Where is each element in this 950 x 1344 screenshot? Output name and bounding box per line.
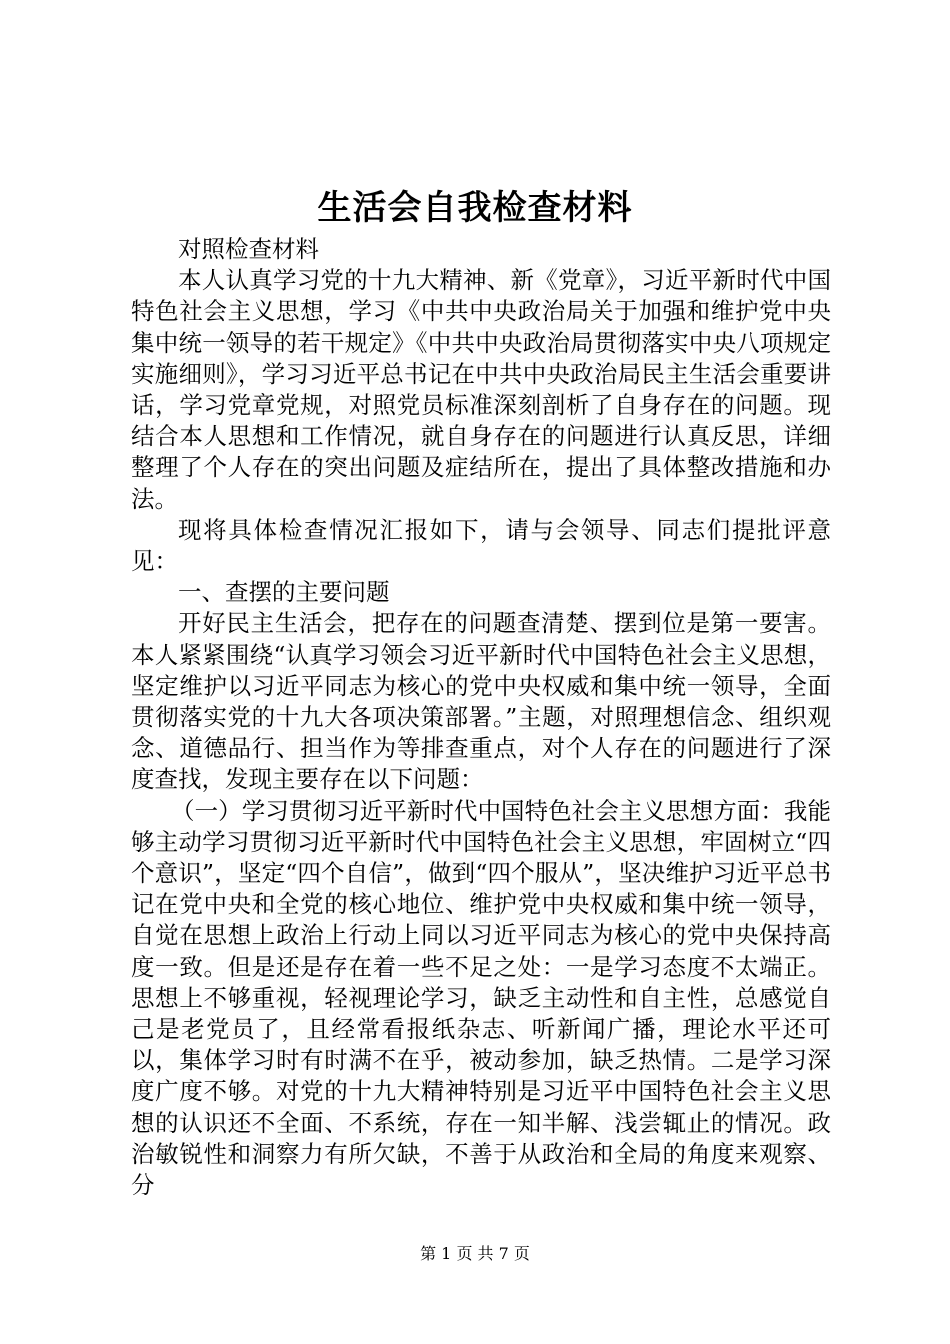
paragraph-study: （一）学习贯彻习近平新时代中国特色社会主义思想方面：我能够主动学习贯彻习近平新时代中国特色社会主义思想，牢固树立“四个意识”，坚定“四个自信”，做到“四个服从”，坚决维护习近平总书记在党中央和全党的核心地位、维护党中央权威和集中统一领导，自觉在思想上政治上行动上同以习近平同志为核心的党中央保持高度一致。但是还是存在着一些不足之处：一是学习态度不太端正。思想上不够重视，轻视理论学习，缺乏主动性和自主性，总感觉自己是老党员了，且经常看报纸杂志、听新闻广播，理论水平还可以，集体学习时有时满不在乎，被动参加，缺乏热情。二是学习深度广度不够。对党的十九大精神特别是习近平中国特色社会主义思想的认识还不全面、不系统，存在一知半解、浅尝辄止的情况。政治敏锐性和洞察力有所欠缺，不善于从政治和全局的角度来观察、分 [131, 796, 831, 1200]
page-footer: 第 1 页 共 7 页 [420, 1244, 530, 1263]
paragraph-problems: 开好民主生活会，把存在的问题查清楚、摆到位是第一要害。本人紧紧围绕“认真学习领会习近平新时代中国特色社会主义思想，坚定维护以习近平同志为核心的党中央权威和集中统一领导，全面贯彻落实党的十九大各项决策部署。”主题，对照理想信念、组织观念、道德品行、担当作为等排查重点，对个人存在的问题进行了深度查找，发现主要存在以下问题： [131, 609, 831, 794]
document-body [131, 234, 831, 1201]
paragraph-report: 现将具体检查情况汇报如下，请与会领导、同志们提批评意见： [131, 515, 831, 576]
document-title: 生活会自我检查材料 [317, 188, 633, 228]
paragraph-subtitle: 对照检查材料 [178, 235, 319, 263]
paragraph-intro: 本人认真学习党的十九大精神、新《党章》，习近平新时代中国特色社会主义思想，学习《中共中央政治局关于加强和维护党中央集中统一领导的若干规定》《中共中央政治局贯彻落实中央八项规定实施细则》，学习习近平总书记在中共中央政治局民主生活会重要讲话，学习党章党规，对照党员标准深刻剖析了自身存在的问题。现结合本人思想和工作情况，就自身存在的问题进行认真反思，详细整理了个人存在的突出问题及症结所在，提出了具体整改措施和办法。 [131, 266, 831, 513]
section-heading: 一、查摆的主要问题 [178, 578, 390, 607]
